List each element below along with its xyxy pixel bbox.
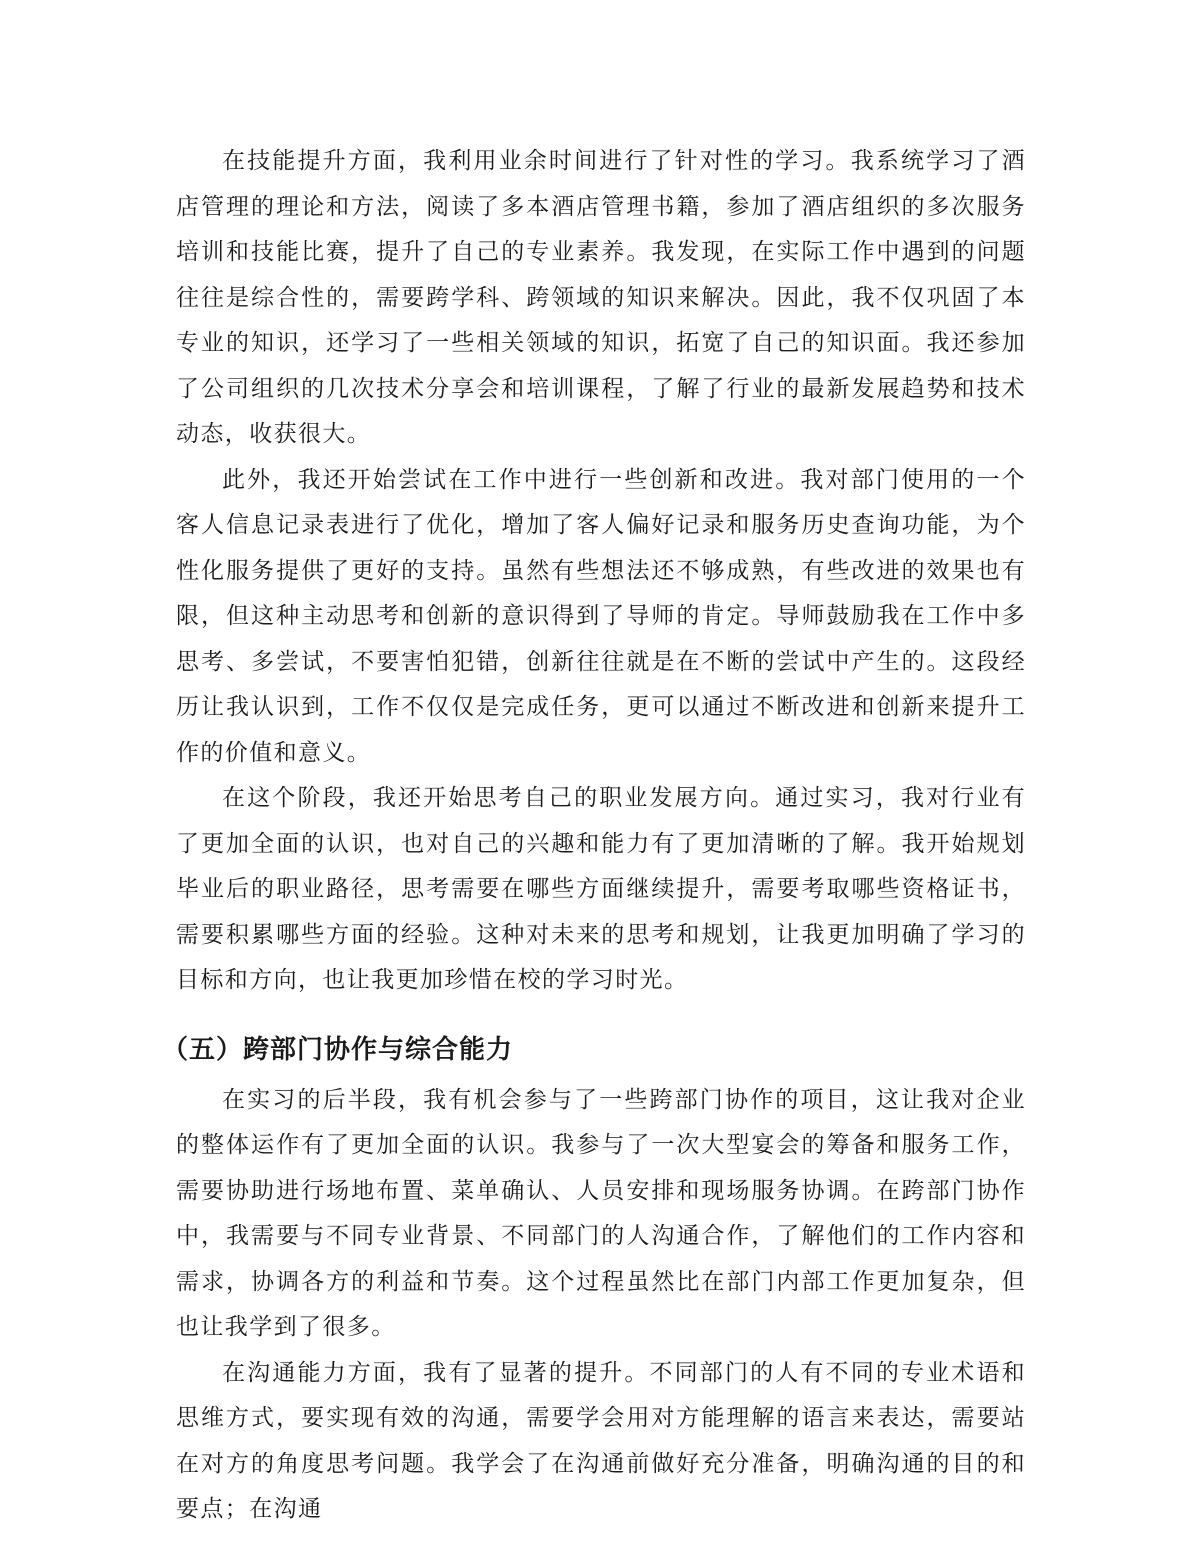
paragraph-skill-improvement: 在技能提升方面，我利用业余时间进行了针对性的学习。我系统学习了酒店管理的理论和方法，阅读了多本酒店管理书籍，参加了酒店组织的多次服务培训和技能比赛，提升了自己的专业素养。我发现，在实际工作中遇到的问题往往是综合性的，需要跨学科、跨领域的知识来解决。因此，我不仅巩固了本专业的知识，还学习了一些相关领域的知识，拓宽了自己的知识面。我还参加了公司组织的几次技术分享会和培训课程，了解了行业的最新发展趋势和技术动态，收获很大。: [176, 148, 1026, 447]
paragraph-innovation: 此外，我还开始尝试在工作中进行一些创新和改进。我对部门使用的一个客人信息记录表进行了优化，增加了客人偏好记录和服务历史查询功能，为个性化服务提供了更好的支持。虽然有些想法还不够成熟，有些改进的效果也有限，但这种主动思考和创新的意识得到了导师的肯定。导师鼓励我在工作中多思考、多尝试，不要害怕犯错，创新往往就是在不断的尝试中产生的。这段经历让我认识到，工作不仅仅是完成任务，更可以通过不断改进和创新来提升工作的价值和意义。: [176, 466, 1026, 766]
document-body: [162, 139, 1026, 1533]
paragraph-communication: 在沟通能力方面，我有了显著的提升。不同部门的人有不同的专业术语和思维方式，要实现有效的沟通，需要学会用对方能理解的语言来表达，需要站在对方的角度思考问题。我学会了在沟通前做好充分准备，明确沟通的目的和要点；在沟通: [176, 1359, 1026, 1522]
section-heading: （五）跨部门协作与综合能力: [162, 1034, 514, 1065]
paragraph-cross-department: 在实习的后半段，我有机会参与了一些跨部门协作的项目，这让我对企业的整体运作有了更加全面的认识。我参与了一次大型宴会的筹备和服务工作，需要协助进行场地布置、菜单确认、人员安排和现场服务协调。在跨部门协作中，我需要与不同专业背景、不同部门的人沟通合作，了解他们的工作内容和需求，协调各方的利益和节奏。这个过程虽然比在部门内部工作更加复杂，但也让我学到了很多。: [176, 1086, 1026, 1340]
paragraph-career-planning: 在这个阶段，我还开始思考自己的职业发展方向。通过实习，我对行业有了更加全面的认识，也对自己的兴趣和能力有了更加清晰的了解。我开始规划毕业后的职业路径，思考需要在哪些方面继续提升，需要考取哪些资格证书，需要积累哪些方面的经验。这种对未来的思考和规划，让我更加明确了学习的目标和方向，也让我更加珍惜在校的学习时光。: [176, 785, 1026, 993]
